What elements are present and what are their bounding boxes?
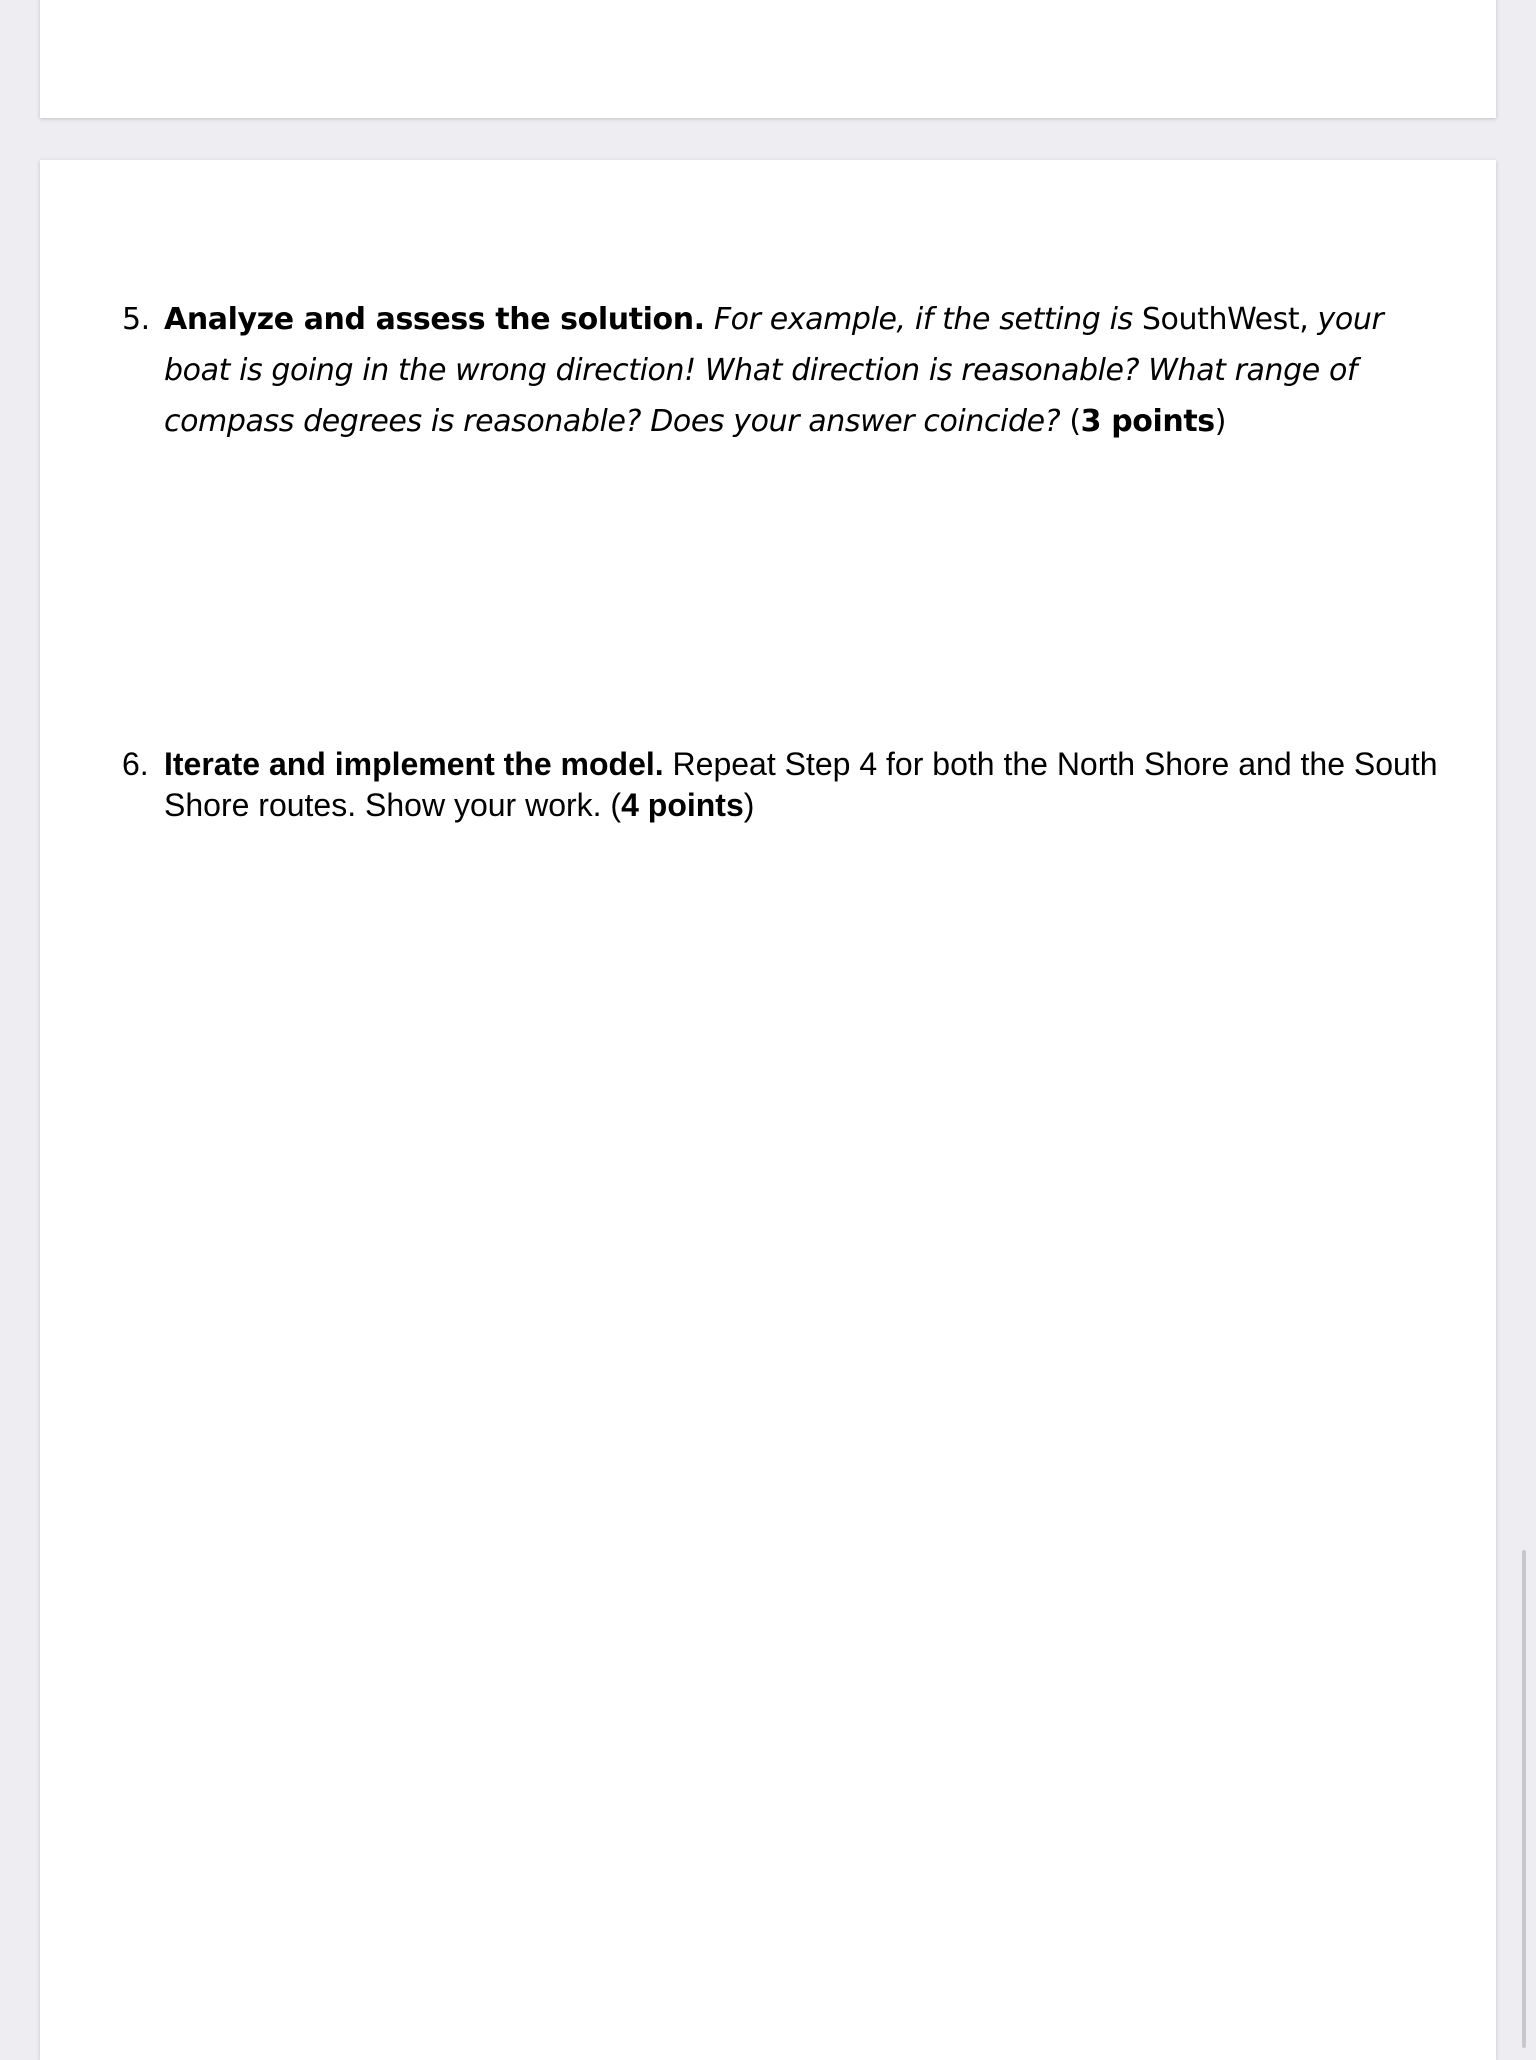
question-body: For example, if the setting is — [713, 302, 1133, 337]
document-page — [40, 160, 1496, 2060]
points-close: ) — [1214, 404, 1227, 439]
question-5 — [122, 294, 1454, 447]
points-value: 4 points — [621, 787, 744, 823]
question-body-continued: your boat is going in the wrong direction! What direction is reasonable? What range of compass degrees is reasonable? Does your answer coincide? — [164, 302, 1384, 439]
previous-page — [40, 0, 1496, 118]
points-open: ( — [610, 787, 622, 823]
question-number: 5. — [122, 302, 150, 337]
points-close: ) — [743, 787, 755, 823]
question-title: Iterate and implement the model. — [164, 746, 664, 782]
vertical-scrollbar[interactable] — [1522, 1550, 1526, 2048]
question-number: 6. — [122, 746, 149, 782]
question-body: Repeat Step 4 for both the North Shore and the South Shore routes. Show your work. — [164, 746, 1438, 823]
setting-value: SouthWest, — [1141, 302, 1309, 337]
question-6 — [122, 744, 1454, 826]
points-open: ( — [1069, 404, 1081, 439]
points-value: 3 points — [1080, 404, 1215, 439]
question-title: Analyze and assess the solution. — [164, 302, 705, 337]
